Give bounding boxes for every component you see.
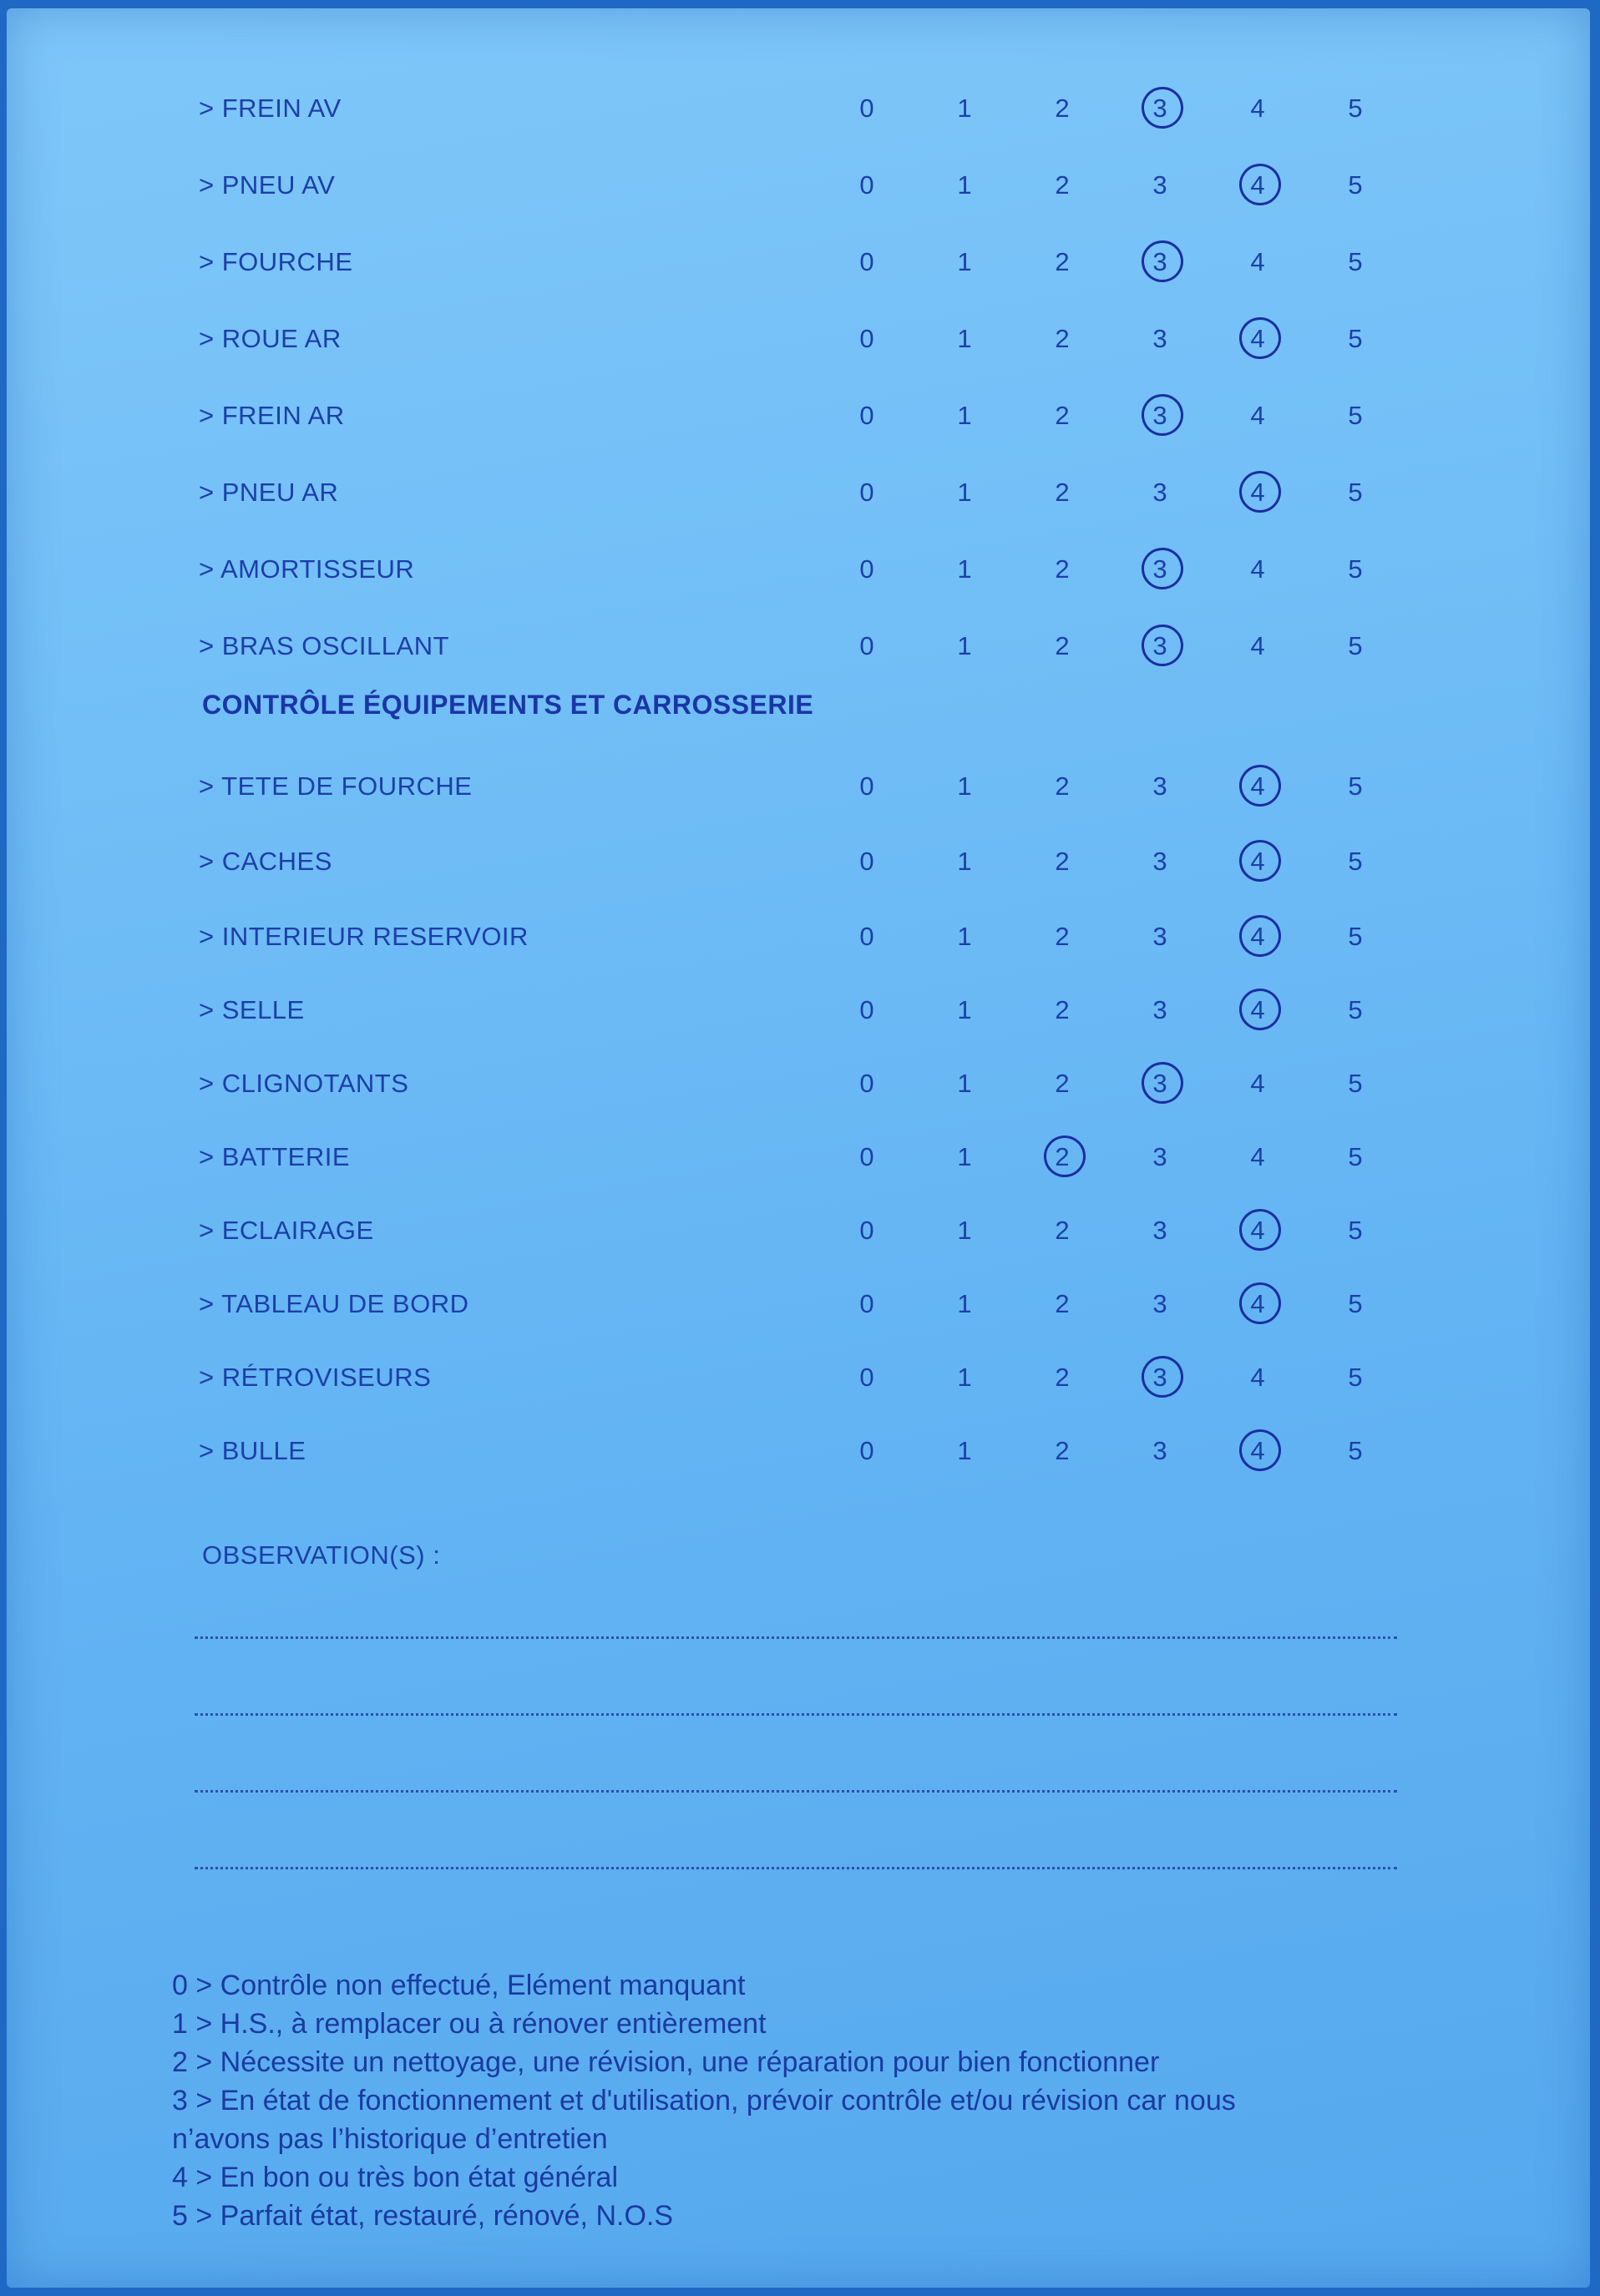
score-option-5[interactable]: 5	[1348, 631, 1363, 660]
score-option-4[interactable]: 4	[1239, 847, 1276, 877]
item-label: > CACHES	[199, 847, 332, 876]
item-label: > RÉTROVISEURS	[199, 1363, 432, 1392]
item-label: > AMORTISSEUR	[199, 554, 415, 584]
inspection-row	[7, 1424, 1590, 1474]
item-label: > ROUE AR	[199, 324, 342, 353]
score-option-5[interactable]: 5	[1348, 170, 1363, 200]
score-option-1[interactable]: 1	[957, 1142, 972, 1171]
score-option-4[interactable]: 4	[1250, 1069, 1265, 1098]
inspection-row	[7, 312, 1590, 362]
item-label: > CLIGNOTANTS	[199, 1069, 409, 1098]
score-option-1[interactable]: 1	[957, 922, 972, 951]
score-option-2[interactable]: 2	[1055, 554, 1070, 584]
inspection-row	[7, 235, 1590, 286]
score-option-2[interactable]: 2	[1055, 247, 1070, 276]
score-option-0[interactable]: 0	[859, 847, 874, 876]
inspection-row	[7, 466, 1590, 516]
item-label: > FREIN AR	[199, 401, 345, 430]
inspection-row	[7, 389, 1590, 439]
score-option-4[interactable]: 4	[1250, 94, 1265, 123]
score-option-3[interactable]: 3	[1142, 554, 1178, 584]
score-option-5[interactable]: 5	[1348, 1363, 1363, 1392]
score-option-3[interactable]: 3	[1152, 1436, 1167, 1465]
score-option-5[interactable]: 5	[1348, 401, 1363, 430]
score-option-5[interactable]: 5	[1348, 1289, 1363, 1318]
observation-line	[195, 1790, 1397, 1793]
score-option-2[interactable]: 2	[1055, 170, 1070, 200]
item-label: > TETE DE FOURCHE	[199, 771, 473, 801]
score-option-4[interactable]: 4	[1250, 631, 1265, 660]
score-option-3[interactable]: 3	[1152, 1142, 1167, 1171]
score-option-0[interactable]: 0	[859, 401, 874, 430]
score-option-3[interactable]: 3	[1152, 922, 1167, 951]
score-option-0[interactable]: 0	[859, 771, 874, 801]
score-option-4[interactable]: 4	[1239, 478, 1276, 508]
score-option-3[interactable]: 3	[1152, 1289, 1167, 1318]
score-option-2[interactable]: 2	[1055, 1363, 1070, 1392]
score-option-5[interactable]: 5	[1348, 1142, 1363, 1171]
score-option-1[interactable]: 1	[957, 631, 972, 660]
item-label: > ECLAIRAGE	[199, 1216, 374, 1245]
score-option-5[interactable]: 5	[1348, 1069, 1363, 1098]
legend-line: 5 > Parfait état, restauré, rénové, N.O.S	[172, 2200, 674, 2232]
score-option-4[interactable]: 4	[1239, 1436, 1276, 1466]
score-option-2[interactable]: 2	[1055, 324, 1070, 353]
score-option-0[interactable]: 0	[859, 1289, 874, 1318]
score-option-5[interactable]: 5	[1348, 1216, 1363, 1245]
inspection-row	[7, 1057, 1590, 1107]
observations-label: OBSERVATION(S) :	[202, 1540, 441, 1570]
inspection-row	[7, 984, 1590, 1034]
item-label: > BULLE	[199, 1436, 306, 1465]
score-option-5[interactable]: 5	[1348, 247, 1363, 276]
score-option-1[interactable]: 1	[957, 554, 972, 584]
legend-line: n’avons pas l’historique d’entretien	[172, 2123, 608, 2155]
score-option-0[interactable]: 0	[859, 478, 874, 507]
score-option-0[interactable]: 0	[859, 922, 874, 951]
inspection-row	[7, 620, 1590, 670]
score-option-1[interactable]: 1	[957, 401, 972, 430]
score-option-1[interactable]: 1	[957, 995, 972, 1024]
score-option-1[interactable]: 1	[957, 324, 972, 353]
score-option-2[interactable]: 2	[1055, 847, 1070, 876]
form-sheet	[7, 8, 1590, 2288]
inspection-row	[7, 1204, 1590, 1254]
observation-line	[195, 1636, 1397, 1639]
section-title: CONTRÔLE ÉQUIPEMENTS ET CARROSSERIE	[202, 690, 814, 720]
inspection-row	[7, 1351, 1590, 1401]
item-label: > SELLE	[199, 995, 305, 1024]
score-option-0[interactable]: 0	[859, 554, 874, 584]
score-option-2[interactable]: 2	[1055, 1069, 1070, 1098]
score-option-3[interactable]: 3	[1152, 324, 1167, 353]
score-option-3[interactable]: 3	[1142, 631, 1178, 661]
score-option-0[interactable]: 0	[859, 94, 874, 123]
score-option-4[interactable]: 4	[1239, 170, 1276, 200]
item-label: > INTERIEUR RESERVOIR	[199, 922, 529, 951]
score-option-5[interactable]: 5	[1348, 478, 1363, 507]
score-option-3[interactable]: 3	[1152, 1216, 1167, 1245]
score-option-2[interactable]: 2	[1055, 1289, 1070, 1318]
score-option-4[interactable]: 4	[1239, 995, 1276, 1025]
inspection-row	[7, 1130, 1590, 1181]
score-option-4[interactable]: 4	[1239, 1289, 1276, 1319]
inspection-row	[7, 760, 1590, 810]
score-option-0[interactable]: 0	[859, 1142, 874, 1171]
inspection-row	[7, 543, 1590, 593]
score-option-4[interactable]: 4	[1250, 401, 1265, 430]
item-label: > TABLEAU DE BORD	[199, 1289, 469, 1318]
inspection-row	[7, 910, 1590, 960]
score-option-3[interactable]: 3	[1142, 1363, 1178, 1393]
item-label: > FOURCHE	[199, 247, 353, 276]
score-option-2[interactable]: 2	[1055, 401, 1070, 430]
score-option-4[interactable]: 4	[1250, 247, 1265, 276]
score-option-5[interactable]: 5	[1348, 554, 1363, 584]
score-option-2[interactable]: 2	[1055, 771, 1070, 801]
score-option-2[interactable]: 2	[1044, 1142, 1081, 1172]
score-option-3[interactable]: 3	[1152, 995, 1167, 1024]
score-option-5[interactable]: 5	[1348, 771, 1363, 801]
score-option-2[interactable]: 2	[1055, 94, 1070, 123]
score-option-5[interactable]: 5	[1348, 1436, 1363, 1465]
inspection-row	[7, 835, 1590, 885]
score-option-5[interactable]: 5	[1348, 847, 1363, 876]
score-option-5[interactable]: 5	[1348, 94, 1363, 123]
score-option-2[interactable]: 2	[1055, 1216, 1070, 1245]
score-option-1[interactable]: 1	[957, 247, 972, 276]
score-option-3[interactable]: 3	[1142, 1069, 1178, 1099]
score-option-1[interactable]: 1	[957, 94, 972, 123]
observation-line	[195, 1713, 1397, 1716]
score-option-1[interactable]: 1	[957, 1289, 972, 1318]
score-option-5[interactable]: 5	[1348, 995, 1363, 1024]
score-option-0[interactable]: 0	[859, 631, 874, 660]
score-option-3[interactable]: 3	[1152, 771, 1167, 801]
score-option-1[interactable]: 1	[957, 478, 972, 507]
score-option-0[interactable]: 0	[859, 1436, 874, 1465]
score-option-2[interactable]: 2	[1055, 995, 1070, 1024]
score-option-3[interactable]: 3	[1152, 170, 1167, 200]
score-option-1[interactable]: 1	[957, 1216, 972, 1245]
score-option-0[interactable]: 0	[859, 1069, 874, 1098]
score-option-4[interactable]: 4	[1239, 1216, 1276, 1246]
score-option-2[interactable]: 2	[1055, 922, 1070, 951]
item-label: > FREIN AV	[199, 94, 342, 123]
item-label: > BATTERIE	[199, 1142, 350, 1171]
score-option-4[interactable]: 4	[1250, 1142, 1265, 1171]
inspection-row	[7, 1277, 1590, 1328]
observation-line	[195, 1867, 1397, 1869]
score-option-2[interactable]: 2	[1055, 478, 1070, 507]
score-option-1[interactable]: 1	[957, 847, 972, 876]
legend-line: 0 > Contrôle non effectué, Elément manquant	[172, 1970, 746, 2001]
score-option-2[interactable]: 2	[1055, 631, 1070, 660]
score-option-3[interactable]: 3	[1142, 401, 1178, 431]
score-option-4[interactable]: 4	[1250, 554, 1265, 584]
item-label: > BRAS OSCILLANT	[199, 631, 450, 660]
score-option-4[interactable]: 4	[1239, 922, 1276, 952]
score-option-3[interactable]: 3	[1142, 247, 1178, 277]
legend-line: 1 > H.S., à remplacer ou à rénover entièrement	[172, 2008, 767, 2040]
score-option-5[interactable]: 5	[1348, 922, 1363, 951]
score-option-2[interactable]: 2	[1055, 1436, 1070, 1465]
item-label: > PNEU AV	[199, 170, 336, 200]
score-option-1[interactable]: 1	[957, 170, 972, 200]
item-label: > PNEU AR	[199, 478, 339, 507]
legend	[172, 1966, 1391, 2235]
score-option-0[interactable]: 0	[859, 1363, 874, 1392]
inspection-row	[7, 159, 1590, 209]
score-option-0[interactable]: 0	[859, 995, 874, 1024]
legend-line: 2 > Nécessite un nettoyage, une révision, une réparation pour bien fonctionner	[172, 2046, 1160, 2078]
score-option-0[interactable]: 0	[859, 247, 874, 276]
score-option-0[interactable]: 0	[859, 170, 874, 200]
score-option-1[interactable]: 1	[957, 1436, 972, 1465]
score-option-3[interactable]: 3	[1152, 847, 1167, 876]
legend-line: 3 > En état de fonctionnement et d'utilisation, prévoir contrôle et/ou révision car nous	[172, 2085, 1236, 2116]
score-option-1[interactable]: 1	[957, 1363, 972, 1392]
score-option-3[interactable]: 3	[1152, 478, 1167, 507]
score-option-1[interactable]: 1	[957, 771, 972, 801]
score-option-0[interactable]: 0	[859, 324, 874, 353]
score-option-4[interactable]: 4	[1239, 324, 1276, 354]
score-option-4[interactable]: 4	[1239, 771, 1276, 802]
score-option-4[interactable]: 4	[1250, 1363, 1265, 1392]
inspection-row	[7, 82, 1590, 132]
score-option-5[interactable]: 5	[1348, 324, 1363, 353]
score-option-0[interactable]: 0	[859, 1216, 874, 1245]
score-option-1[interactable]: 1	[957, 1069, 972, 1098]
legend-line: 4 > En bon ou très bon état général	[172, 2162, 619, 2193]
score-option-3[interactable]: 3	[1142, 94, 1178, 124]
